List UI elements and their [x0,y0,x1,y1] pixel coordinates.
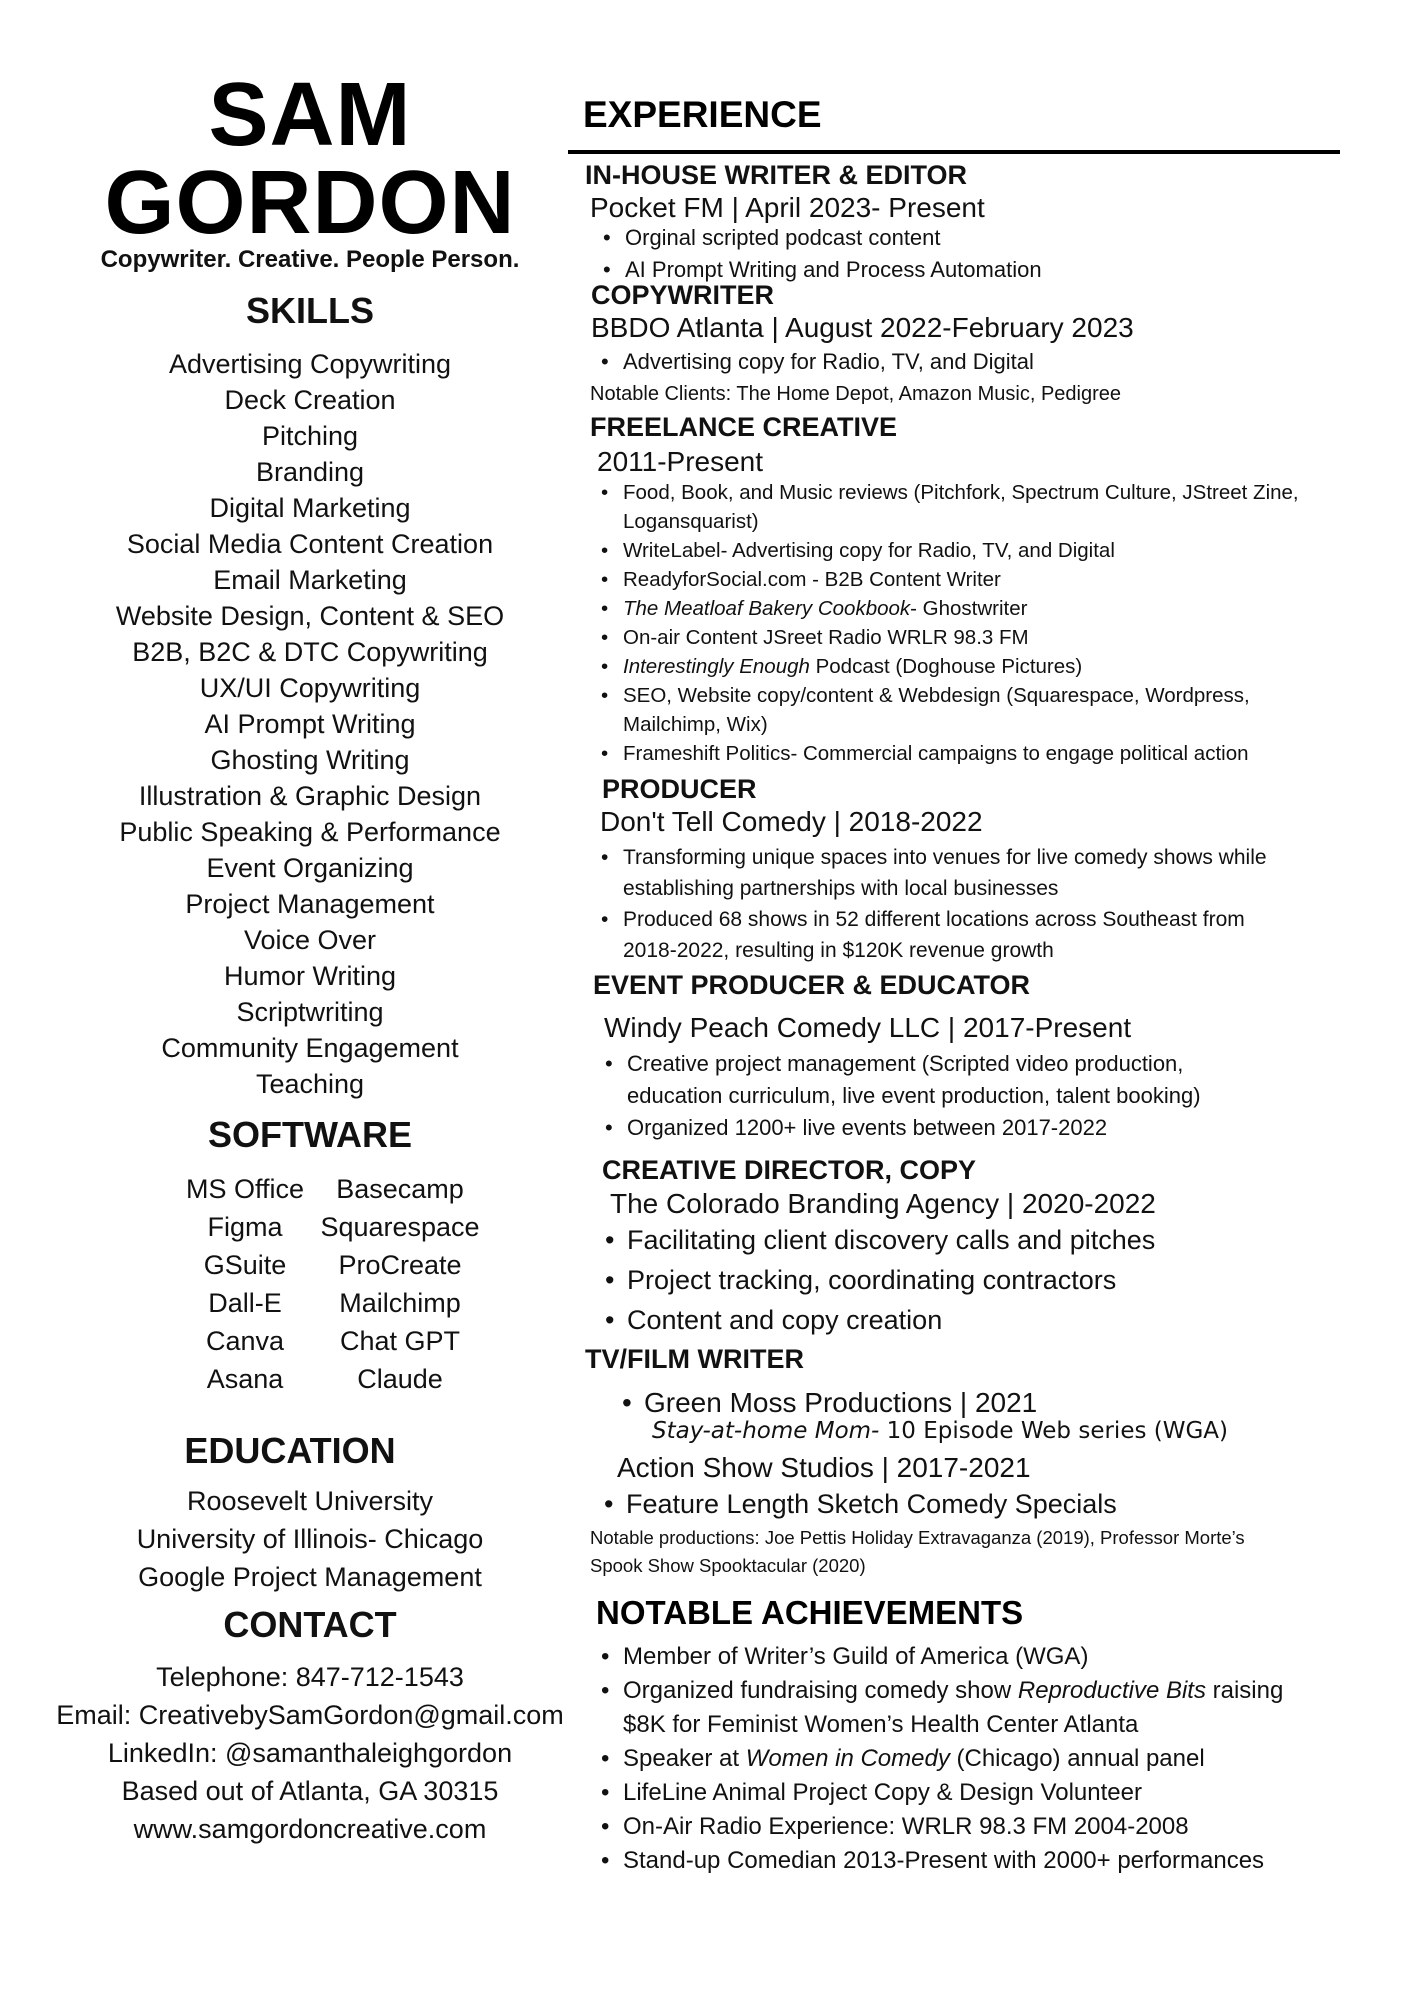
software-item: Chat GPT [339,1326,461,1356]
skill-item: B2B, B2C & DTC Copywriting [132,637,488,667]
cookbook-title: The Meatloaf Bakery Cookbook [623,597,911,620]
education-item: Google Project Management [138,1562,482,1592]
contact-phone[interactable]: Telephone: 847-712-1543 [156,1662,464,1692]
job-bullet: • Feature Length Sketch Comedy Specials [596,1484,1316,1524]
education-item: University of Illinois- Chicago [136,1524,484,1554]
job-bullet: • ReadyforSocial.com - B2B Content Writer [593,565,1353,594]
software-item: Dall-E [208,1288,282,1318]
skill-item: Digital Marketing [209,493,411,523]
job-bullet: • Advertising copy for Radio, TV, and Digital [593,346,1313,378]
software-col-2 [310,1170,490,1398]
bullet-continuation: establishing partnerships with local businesses [623,877,1059,900]
job-company: BBDO Atlanta | August 2022-February 2023 [591,312,1134,343]
job-note [590,1524,1245,1580]
job-bullet: • Green Moss Productions | 2021 [614,1386,1334,1420]
achievement-text: raising [1205,1677,1284,1704]
job-bullet: • Frameshift Politics- Commercial campaigns to engage political action [593,739,1353,768]
job-bullet: • AI Prompt Writing and Process Automation [595,254,1315,286]
skill-item: AI Prompt Writing [204,709,416,739]
job-bullet: • Orginal scripted podcast content [595,222,1315,254]
skill-item: Event Organizing [206,853,414,883]
skills-heading: SKILLS [245,290,374,331]
job-title: COPYWRITER [591,280,775,310]
job-bullet-cont [593,507,1353,536]
job-company: Windy Peach Comedy LLC | 2017-Present [604,1012,1132,1043]
skill-item: Project Management [185,889,435,919]
contact-email[interactable]: Email: CreativebySamGordon@gmail.com [56,1700,564,1730]
skill-item: Ghosting Writing [210,745,410,775]
name-last: GORDON [104,153,516,253]
contact-linkedin[interactable]: LinkedIn: @samanthaleighgordon [107,1738,513,1768]
job-bullet: • Produced 68 shows in 52 different locations across Southeast from [593,904,1353,935]
education-item: Roosevelt University [186,1486,434,1516]
achievement-continuation: $8K for Feminist Women’s Health Center Atlanta [623,1711,1139,1738]
contact-website[interactable]: www.samgordoncreative.com [133,1814,487,1844]
contact-list [50,1658,570,1848]
note-line: Spook Show Spooktacular (2020) [590,1555,866,1576]
skill-item: Social Media Content Creation [126,529,494,559]
job-bullet-cont [593,873,1353,904]
cookbook-role: - Ghostwriter [910,597,1028,620]
software-heading: SOFTWARE [208,1114,412,1155]
job-company: The Colorado Branding Agency | 2020-2022 [610,1188,1156,1219]
software-item: MS Office [185,1174,305,1204]
skill-item: Public Speaking & Performance [119,817,501,847]
job-bullet: • Creative project management (Scripted video production, [597,1048,1357,1080]
job-company: Pocket FM | April 2023- Present [590,192,985,223]
skill-item: Teaching [255,1069,365,1099]
achievement-item: • Stand-up Comedian 2013-Present with 2000+ performances [593,1844,1353,1878]
achievement-text: (Chicago) annual panel [949,1745,1205,1772]
series-title: Stay-at-home Mom- [652,1418,880,1444]
series-detail: 10 Episode Web series (WGA) [879,1418,1229,1444]
contact-location: Based out of Atlanta, GA 30315 [121,1776,499,1806]
skill-item: Branding [255,457,365,487]
job-title: PRODUCER [602,774,757,804]
software-item: GSuite [203,1250,287,1280]
job-bullet-cont [593,710,1353,739]
skill-item: UX/UI Copywriting [199,673,421,703]
software-item: Mailchimp [339,1288,461,1318]
achievement-item [593,1674,1353,1708]
achievement-cont [593,1708,1353,1742]
show-title: Reproductive Bits [1017,1677,1206,1704]
experience-heading: EXPERIENCE [583,94,822,135]
job-bullets [593,842,1353,966]
job-bullet: • SEO, Website copy/content & Webdesign (Squarespace, Wordpress, [593,681,1353,710]
job-bullets [595,222,1315,286]
job-bullet: • Organized 1200+ live events between 2017-2022 [597,1112,1357,1144]
job-note: Notable Clients: The Home Depot, Amazon Music, Pedigree [590,383,1122,405]
achievement-item: • Member of Writer’s Guild of America (WGA) [593,1640,1353,1674]
software-col-1 [160,1170,330,1398]
education-heading: EDUCATION [184,1430,396,1471]
skill-item: Illustration & Graphic Design [138,781,482,811]
job-bullet: • Content and copy creation [597,1300,1357,1340]
job-bullet: • Transforming unique spaces into venues for live comedy shows while [593,842,1353,873]
skill-item: Website Design, Content & SEO [115,601,505,631]
job-title: EVENT PRODUCER & EDUCATOR [593,970,1031,1000]
job-title: CREATIVE DIRECTOR, COPY [602,1155,977,1185]
achievement-text: Speaker at [623,1745,746,1772]
skill-item: Pitching [261,421,359,451]
job-title: IN-HOUSE WRITER & EDITOR [585,160,968,190]
job-bullet: • On-air Content JSreet Radio WRLR 98.3 FM [593,623,1353,652]
experience-divider [568,150,1340,154]
job-bullets [597,1220,1357,1340]
podcast-detail: Podcast (Doghouse Pictures) [809,655,1083,678]
job-bullets [597,1048,1357,1144]
job-bullets [614,1386,1334,1420]
bullet-continuation: Logansquarist) [623,510,759,533]
software-item: Canva [205,1326,285,1356]
achievement-item: • LifeLine Animal Project Copy & Design Volunteer [593,1776,1353,1810]
software-item: ProCreate [338,1250,462,1280]
contact-heading: CONTACT [223,1604,397,1645]
software-item: Figma [207,1212,283,1242]
skill-item: Email Marketing [213,565,407,595]
panel-title: Women in Comedy [745,1745,950,1772]
achievements-heading: NOTABLE ACHIEVEMENTS [596,1594,1024,1631]
job-bullets [593,478,1353,768]
job-bullet: • Project tracking, coordinating contractors [597,1260,1357,1300]
podcast-title: Interestingly Enough [623,655,810,678]
job-bullets [596,1484,1316,1524]
skill-item: Scriptwriting [236,997,384,1027]
tagline: Copywriter. Creative. People Person. [100,246,520,273]
achievement-item [593,1742,1353,1776]
bullet-continuation: 2018-2022, resulting in $120K revenue growth [623,939,1054,962]
achievement-text: Organized fundraising comedy show [623,1677,1018,1704]
software-item: Basecamp [336,1174,464,1204]
skill-item: Voice Over [243,925,377,955]
skill-item: Deck Creation [224,385,396,415]
achievement-item: • On-Air Radio Experience: WRLR 98.3 FM 2004-2008 [593,1810,1353,1844]
skill-item: Humor Writing [223,961,397,991]
job-bullet [593,652,1353,681]
job-bullet: • Facilitating client discovery calls and pitches [597,1220,1357,1260]
job-company: Don't Tell Comedy | 2018-2022 [600,806,983,837]
series-line [652,1418,1228,1444]
job-bullets [593,346,1313,378]
education-list [50,1482,570,1596]
job-company: Action Show Studios | 2017-2021 [617,1452,1031,1483]
job-title: TV/FILM WRITER [585,1344,804,1374]
bullet-continuation: Mailchimp, Wix) [623,713,768,736]
job-company: 2011-Present [597,446,764,477]
bullet-continuation: education curriculum, live event production, talent booking) [627,1083,1201,1108]
job-title: FREELANCE CREATIVE [590,412,898,442]
note-line: Notable productions: Joe Pettis Holiday Extravaganza (2019), Professor Morte’s [590,1527,1245,1548]
software-item: Squarespace [320,1212,480,1242]
software-item: Claude [357,1364,443,1394]
achievements-list [593,1640,1353,1878]
job-bullet-cont [597,1080,1357,1112]
skill-item: Community Engagement [161,1033,459,1063]
job-bullet [593,594,1353,623]
skills-list [50,346,570,1102]
job-bullet-cont [593,935,1353,966]
skill-item: Advertising Copywriting [168,349,452,379]
name-first: SAM [208,65,412,165]
job-bullet: • WriteLabel- Advertising copy for Radio, TV, and Digital [593,536,1353,565]
software-item: Asana [206,1364,284,1394]
job-bullet: • Food, Book, and Music reviews (Pitchfork, Spectrum Culture, JStreet Zine, [593,478,1353,507]
